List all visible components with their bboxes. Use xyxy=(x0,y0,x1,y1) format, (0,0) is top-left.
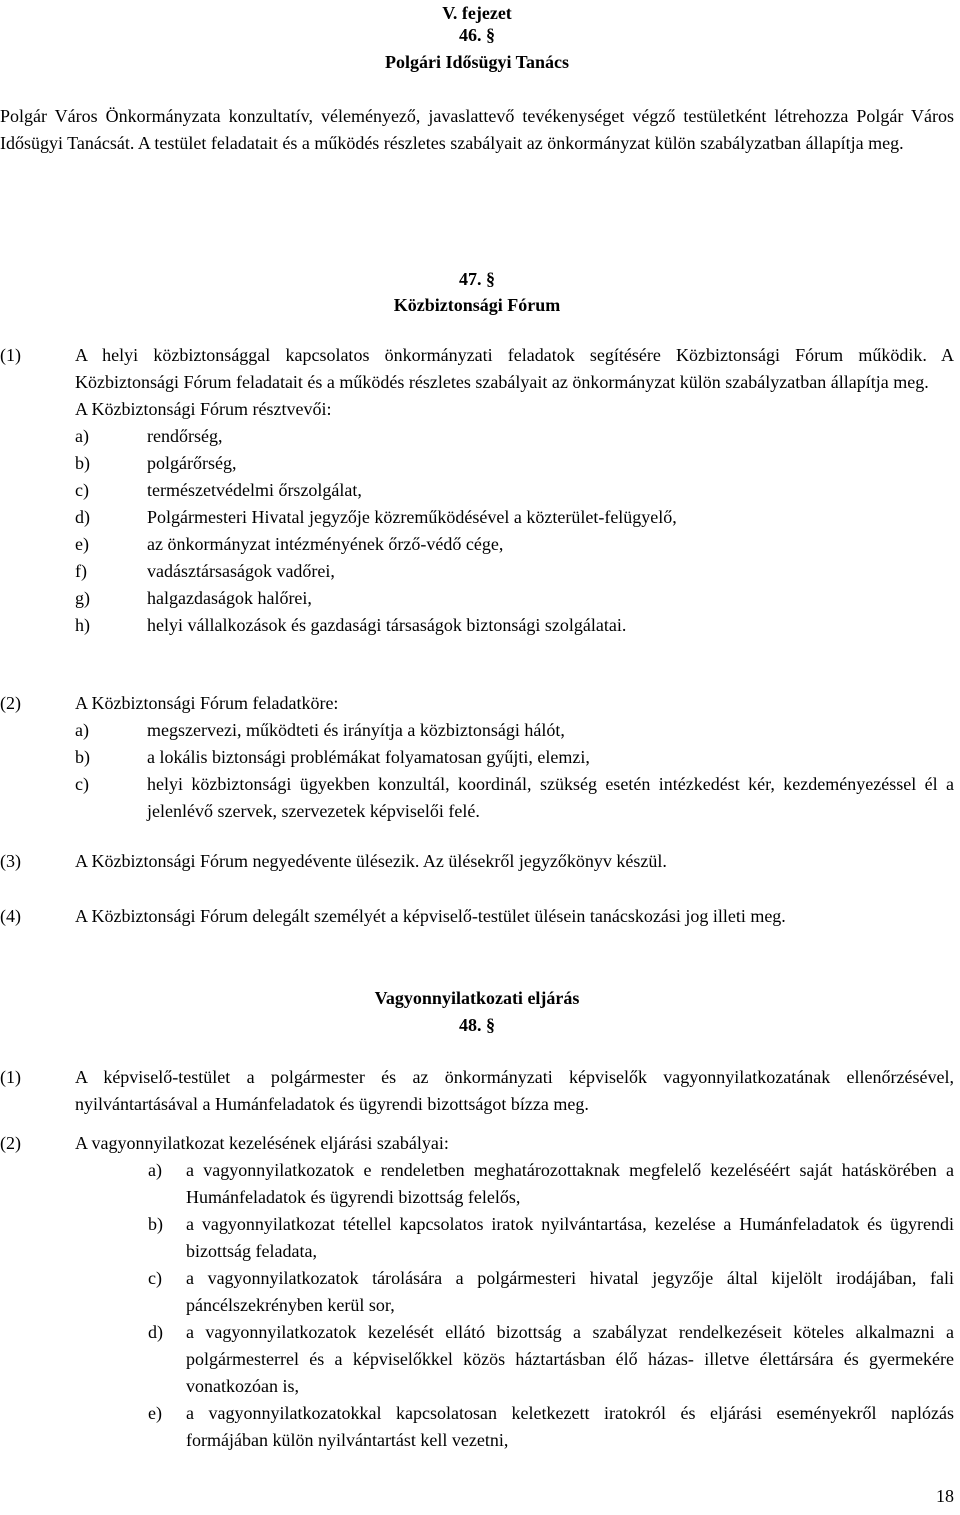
item-text: halgazdaságok halőrei, xyxy=(147,588,312,608)
item-letter: d) xyxy=(148,1322,163,1342)
item-letter: b) xyxy=(75,453,90,473)
item-text: helyi közbiztonsági ügyekben konzultál, koordinál, szükség esetén intézkedést kér, kezdeményezéssel él a jelenlévő szervek, szervezetek képviselői felé. xyxy=(147,774,954,821)
paragraph-number: (4) xyxy=(0,906,21,926)
item-letter: c) xyxy=(75,480,89,500)
list-item xyxy=(75,717,954,744)
item-text: a vagyonnyilatkozat tétellel kapcsolatos iratok nyilvántartása, kezelése a Humánfeladatok és ügyrendi bizottság feladata, xyxy=(186,1214,954,1261)
item-text: az önkormányzat intézményének őrző-védő cége, xyxy=(147,534,504,554)
list-item xyxy=(148,1211,954,1265)
item-letter: b) xyxy=(148,1214,163,1234)
page-number: 18 xyxy=(936,1486,954,1506)
item-text: a vagyonnyilatkozatokkal kapcsolatosan keletkezett iratokról és eljárási eseményekről naplózás formájában külön nyilvántartást kell vezetni, xyxy=(186,1403,954,1450)
paragraph-text: A képviselő-testület a polgármester és az önkormányzati képviselők vagyonnyilatkozatának ellenőrzésével, nyilvántartásával a Humánfeladatok és ügyrendi bizottságot bízza meg. xyxy=(75,1067,954,1114)
item-text: a vagyonnyilatkozatok kezelését ellátó bizottság a szabályzat rendelkezéseit köteles alkalmazni a polgármesterrel és a képviselőkkel közös háztartásban élő házas- illetve élettársára és gyermekére vonatkozóan is, xyxy=(186,1322,954,1396)
paragraph-text: A Közbiztonsági Fórum negyedévente ülésezik. Az ülésekről jegyzőkönyv készül. xyxy=(75,851,667,871)
list-item xyxy=(75,423,954,450)
item-letter: h) xyxy=(75,615,90,635)
item-text: a vagyonnyilatkozatok e rendeletben meghatározottaknak megfelelő kezeléséért saját hatáskörében a Humánfeladatok és ügyrendi bizottság felelős, xyxy=(186,1160,954,1207)
section-48-paragraph-1 xyxy=(0,1064,954,1118)
section-48-paragraph-2 xyxy=(0,1130,954,1454)
list-item xyxy=(75,450,954,477)
item-text: Polgármesteri Hivatal jegyzője közreműködésével a közterület-felügyelő, xyxy=(147,507,677,527)
item-letter: f) xyxy=(75,561,87,581)
section-47-paragraph-3 xyxy=(0,848,954,875)
paragraph-text: A Közbiztonsági Fórum feladatköre: xyxy=(75,693,339,713)
section-47-title: Közbiztonsági Fórum xyxy=(393,295,561,315)
item-text: rendőrség, xyxy=(147,426,223,446)
section-46-title: Polgári Idősügyi Tanács xyxy=(384,52,570,72)
paragraph-text: A vagyonnyilatkozat kezelésének eljárási szabályai: xyxy=(75,1133,449,1153)
paragraph-number: (3) xyxy=(0,851,21,871)
section-46-text: Polgár Város Önkormányzata konzultatív, véleményező, javaslattevő tevékenységet végző testületként létrehozza Polgár Város Idősügyi Tanácsát. A testület feladatait és a működés részletes szabályait az önkormányzat külön szabályzatban állapítja meg. xyxy=(0,106,954,153)
list-item xyxy=(75,504,954,531)
item-text: vadásztársaságok vadőrei, xyxy=(147,561,335,581)
list-item xyxy=(148,1400,954,1454)
list-item xyxy=(75,585,954,612)
item-letter: e) xyxy=(148,1403,162,1423)
item-text: természetvédelmi őrszolgálat, xyxy=(147,480,362,500)
item-letter: d) xyxy=(75,507,90,527)
list-item xyxy=(75,771,954,825)
item-text: polgárőrség, xyxy=(147,453,237,473)
paragraph-number: (1) xyxy=(0,345,21,365)
list-item xyxy=(75,531,954,558)
participants-intro: A Közbiztonsági Fórum résztvevői: xyxy=(75,399,332,419)
item-letter: e) xyxy=(75,534,89,554)
list-item xyxy=(75,744,954,771)
item-letter: g) xyxy=(75,588,90,608)
item-text: a lokális biztonsági problémákat folyamatosan gyűjti, elemzi, xyxy=(147,747,590,767)
item-letter: b) xyxy=(75,747,90,767)
item-text: megszervezi, működteti és irányítja a közbiztonsági hálót, xyxy=(147,720,565,740)
section-46-number: 46. § xyxy=(459,25,495,45)
item-letter: c) xyxy=(75,774,89,794)
item-text: a vagyonnyilatkozatok tárolására a polgármesteri hivatal jegyzője által kijelölt irodájában, fali páncélszekrényben kerül sor, xyxy=(186,1268,954,1315)
paragraph-number: (2) xyxy=(0,1133,21,1153)
item-letter: a) xyxy=(75,426,89,446)
paragraph-text: A Közbiztonsági Fórum delegált személyét a képviselő-testület ülésein tanácskozási jog illeti meg. xyxy=(75,906,786,926)
section-48-number: 48. § xyxy=(459,1015,495,1035)
section-47-paragraph-4 xyxy=(0,903,954,930)
list-item xyxy=(148,1157,954,1211)
section-47-number: 47. § xyxy=(459,269,495,289)
chapter-title: V. fejezet xyxy=(442,3,512,23)
section-48-title: Vagyonnyilatkozati eljárás xyxy=(374,988,580,1008)
list-item xyxy=(75,558,954,585)
paragraph-number: (1) xyxy=(0,1067,21,1087)
list-item xyxy=(75,477,954,504)
item-letter: a) xyxy=(75,720,89,740)
item-letter: c) xyxy=(148,1268,162,1288)
item-text: helyi vállalkozások és gazdasági társaságok biztonsági szolgálatai. xyxy=(147,615,627,635)
item-letter: a) xyxy=(148,1160,162,1180)
section-47-paragraph-1 xyxy=(0,342,954,639)
paragraph-text: A helyi közbiztonsággal kapcsolatos önkormányzati feladatok segítésére Közbiztonsági Fórum működik. A Közbiztonsági Fórum feladatait és a működés részletes szabályait az önkormányzat külön szabályzatban állapítja meg. xyxy=(75,345,954,392)
list-item xyxy=(148,1265,954,1319)
paragraph-number: (2) xyxy=(0,693,21,713)
list-item xyxy=(148,1319,954,1400)
list-item xyxy=(75,612,954,639)
section-47-paragraph-2 xyxy=(0,690,954,825)
